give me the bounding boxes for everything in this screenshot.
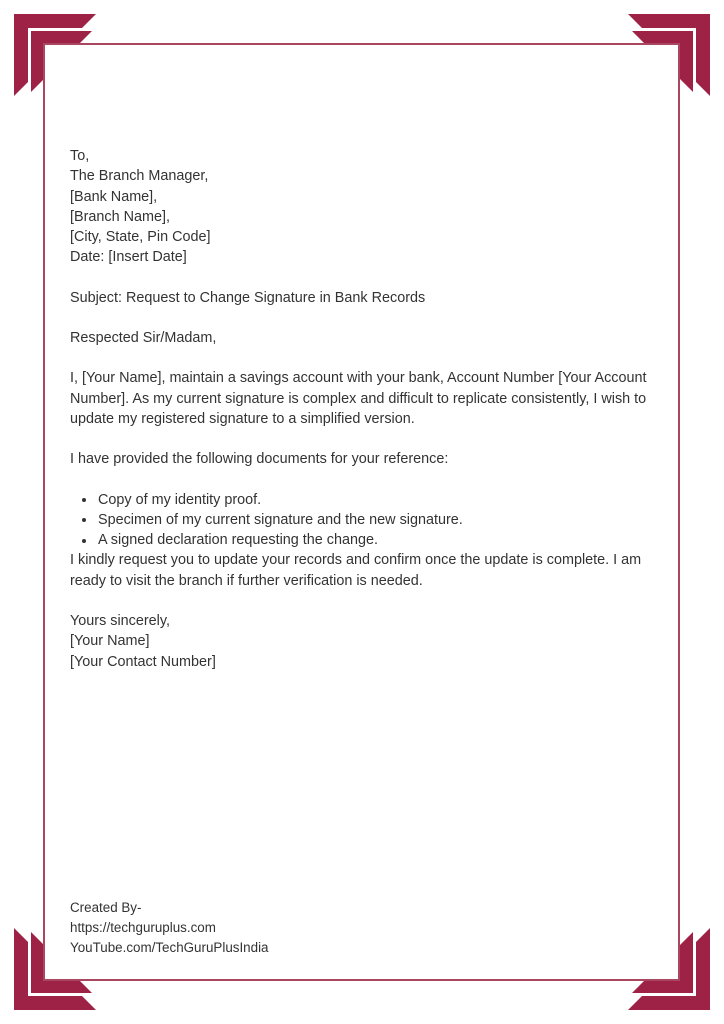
- list-item: A signed declaration requesting the change.: [98, 530, 650, 550]
- signoff-line: Yours sincerely,: [70, 613, 170, 630]
- letter-body: [70, 146, 650, 672]
- recipient-line: [Bank Name],: [70, 188, 158, 205]
- credit-youtube-link[interactable]: YouTube.com/TechGuruPlusIndia: [70, 940, 269, 955]
- signoff-block: [70, 611, 650, 672]
- list-item: Specimen of my current signature and the new signature.: [98, 510, 650, 530]
- corner-ornament-top-right: [614, 0, 724, 110]
- salutation: Respected Sir/Madam,: [70, 330, 217, 347]
- signoff-contact: [Your Contact Number]: [70, 653, 216, 670]
- credit-website-link[interactable]: https://techguruplus.com: [70, 920, 216, 935]
- body-paragraph: I, [Your Name], maintain a savings account with your bank, Account Number [Your Account Number]. As my current signature is complex and difficult to replicate consistently, I wish to update my registered signature to a simplified version.: [70, 370, 647, 427]
- credit-block: [70, 898, 269, 958]
- closing-paragraph: I kindly request you to update your records and confirm once the update is complete. I am ready to visit the branch if further verification is needed.: [70, 552, 642, 589]
- recipient-line: To,: [70, 148, 90, 164]
- list-item: Copy of my identity proof.: [98, 490, 650, 510]
- signoff-name: [Your Name]: [70, 633, 150, 650]
- recipient-date-line: Date: [Insert Date]: [70, 249, 187, 266]
- recipient-line: [Branch Name],: [70, 208, 170, 225]
- recipient-line: [City, State, Pin Code]: [70, 229, 211, 246]
- subject-line: Subject: Request to Change Signature in Bank Records: [70, 289, 426, 306]
- document-list-intro: I have provided the following documents for your reference:: [70, 451, 449, 468]
- recipient-line: The Branch Manager,: [70, 168, 209, 185]
- credit-label: Created By-: [70, 900, 142, 915]
- corner-ornament-top-left: [0, 0, 110, 110]
- document-list: [70, 490, 650, 551]
- corner-ornament-bottom-right: [614, 914, 724, 1024]
- recipient-block: [70, 146, 650, 268]
